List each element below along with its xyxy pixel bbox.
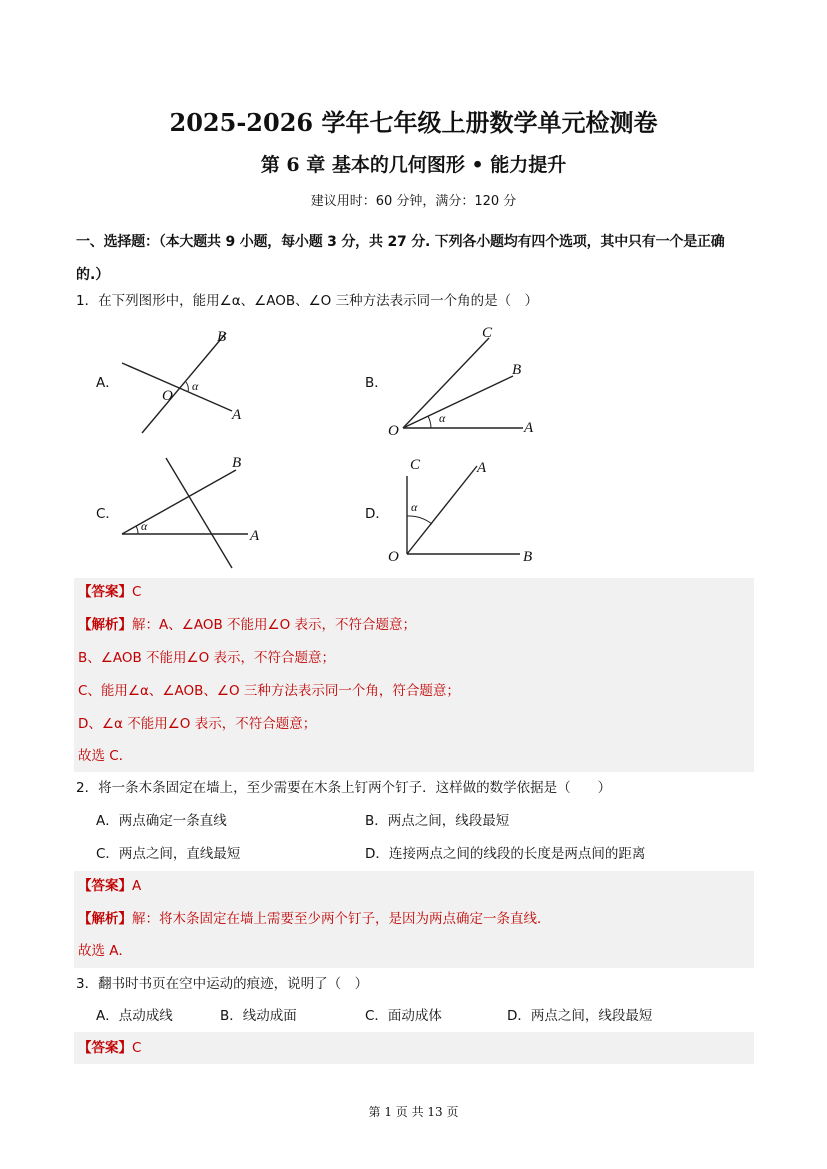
q1-analysis-line2: B、∠AOB 不能用∠O 表示，不符合题意；: [78, 650, 336, 666]
q1-option-c-label: C．: [96, 506, 119, 522]
q2-answer: [78, 876, 141, 896]
q3-option-d: D．两点之间，线段最短: [507, 1008, 653, 1024]
q2-answer-box: [74, 871, 754, 968]
q1-fig-c-label-b: B: [232, 455, 242, 471]
page-title: 2025-2026 学年七年级上册数学单元检测卷: [169, 108, 658, 137]
q1-fig-b-label-c: C: [482, 325, 493, 341]
q2-stem: 2．将一条木条固定在墙上，至少需要在木条上钉两个钉子．这样做的数学依据是（ ）: [76, 780, 612, 796]
q1-fig-b-label-b: B: [512, 362, 522, 378]
q1-conclusion: 故选 C．: [78, 748, 133, 764]
section-heading: [76, 226, 756, 292]
q3-answer-value: C: [132, 1040, 142, 1056]
q1-stem: 1．在下列图形中，能用∠α、∠AOB、∠O 三种方法表示同一个角的是（ ）: [76, 293, 539, 309]
q1-fig-a-label-o: O: [162, 388, 173, 404]
q1-fig-a-label-alpha: α: [192, 379, 199, 393]
q1-figure-c: [118, 452, 278, 572]
q1-figure-d: [385, 452, 545, 572]
q1-fig-d-label-a: A: [477, 460, 487, 476]
q1-fig-c-label-alpha: α: [141, 519, 148, 533]
q1-answer: [78, 582, 141, 602]
q2-answer-label: 【答案】: [78, 878, 132, 894]
q2-conclusion: 故选 A．: [78, 943, 133, 959]
section-heading-line2: 的.）: [76, 267, 110, 283]
q3-answer-box: [74, 1032, 754, 1064]
q1-option-d-label: D．: [365, 506, 389, 522]
time-info: 建议用时：60 分钟，满分：120 分: [310, 194, 517, 209]
chapter-subtitle: 第 6 章 基本的几何图形 • 能力提升: [260, 154, 567, 176]
q1-fig-c-label-a: A: [250, 528, 260, 544]
q2-option-c: C．两点之间，直线最短: [96, 846, 241, 862]
q1-answer-value: C: [132, 584, 142, 600]
q1-fig-b-label-o: O: [388, 423, 399, 439]
q3-stem: 3．翻书时书页在空中运动的痕迹，说明了（ ）: [76, 976, 369, 992]
q1-fig-d-label-c: C: [410, 457, 421, 473]
q1-option-a-label: A．: [96, 375, 119, 391]
q1-answer-label: 【答案】: [78, 584, 132, 600]
q1-fig-a-label-a: A: [232, 407, 242, 423]
q1-fig-d-label-o: O: [388, 549, 399, 565]
q1-analysis-line4: D、∠α 不能用∠O 表示，不符合题意；: [78, 716, 317, 732]
q1-analysis-text1: 解：A、∠AOB 不能用∠O 表示，不符合题意；: [132, 617, 417, 633]
section-heading-line1: 一、选择题：（本大题共 9 小题，每小题 3 分，共 27 分. 下列各小题均有四个选项，其中只有一个是正确: [76, 234, 725, 250]
q1-analysis-line3: C、能用∠α、∠AOB、∠O 三种方法表示同一个角，符合题意；: [78, 683, 460, 699]
q1-fig-b-label-alpha: α: [439, 411, 446, 425]
q3-answer-label: 【答案】: [78, 1040, 132, 1056]
q2-analysis-label: 【解析】: [78, 911, 132, 927]
q1-figure-a: [118, 327, 258, 437]
q1-answer-box: [74, 578, 754, 772]
q1-option-b-label: B．: [365, 375, 388, 391]
q2-analysis-text1: 解：将木条固定在墙上需要至少两个钉子，是因为两点确定一条直线．: [132, 911, 551, 927]
q1-analysis-line1: [78, 615, 416, 635]
q3-answer: [78, 1038, 141, 1058]
q2-option-d: D．连接两点之间的线段的长度是两点间的距离: [365, 846, 646, 862]
q1-fig-d-label-b: B: [523, 549, 533, 565]
q2-answer-value: A: [132, 878, 142, 894]
q1-fig-d-label-alpha: α: [411, 500, 418, 514]
q3-option-a: A．点动成线: [96, 1008, 173, 1024]
page-footer: 第 1 页 共 13 页: [368, 1105, 459, 1119]
q1-analysis-label: 【解析】: [78, 617, 132, 633]
q3-option-b: B．线动成面: [220, 1008, 297, 1024]
q2-analysis-line1: [78, 909, 551, 929]
q2-option-b: B．两点之间，线段最短: [365, 813, 510, 829]
q3-option-c: C．面动成体: [365, 1008, 442, 1024]
q2-option-a: A．两点确定一条直线: [96, 813, 227, 829]
q1-fig-a-label-b: B: [217, 329, 227, 345]
q1-fig-b-label-a: A: [524, 420, 534, 436]
q1-figure-b: [385, 322, 545, 442]
